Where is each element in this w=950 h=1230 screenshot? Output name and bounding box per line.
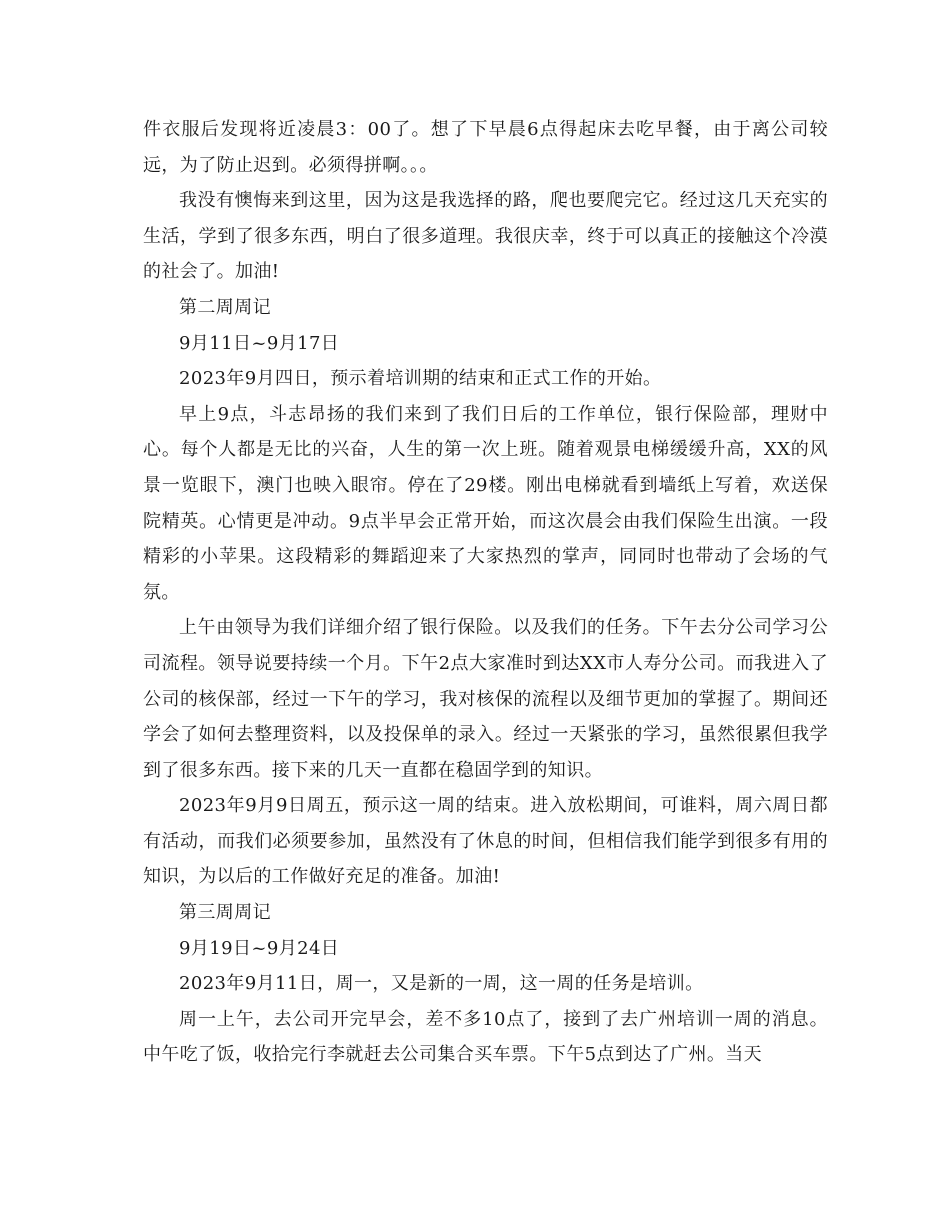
paragraph-week-end: 2023年9月9日周五，预示这一周的结束。进入放松期间，可谁料，周六周日都有活动，而我们必须要参加，虽然没有了休息的时间，但相信我们能学到很多有用的知识，为以后的工作做好充足的准备。加油! [143, 795, 828, 888]
paragraph-afternoon-study: 上午由领导为我们详细介绍了银行保险。以及我们的任务。下午去分公司学习公司流程。领导说要持续一个月。下午2点大家准时到达XX市人寿分公司。而我进入了公司的核保部，经过一下午的学习，我对核保的流程以及细节更加的掌握了。期间还学会了如何去整理资料，以及投保单的录入。经过一天紧张的学习，虽然很累但我学到了很多东西。接下来的几天一直都在稳固学到的知识。 [143, 617, 828, 781]
paragraph-new-week: 2023年9月11日，周一，又是新的一周，这一周的任务是培训。 [179, 973, 704, 995]
paragraph-continued: 件衣服后发现将近凌晨3：00了。想了下早晨6点得起床去吃早餐，由于离公司较远，为了防止迟到。必须得拼啊。。。 [143, 119, 828, 176]
paragraph-training-end: 2023年9月四日，预示着培训期的结束和正式工作的开始。 [179, 368, 662, 390]
document-page [143, 112, 828, 1073]
week-three-heading: 第三周周记 [179, 902, 271, 924]
paragraph-no-regret: 我没有懊悔来到这里，因为这是我选择的路，爬也要爬完它。经过这几天充实的生活，学到了很多东西，明白了很多道理。我很庆幸，终于可以真正的接触这个冷漠的社会了。加油! [143, 190, 828, 283]
week-two-heading: 第二周周记 [179, 296, 271, 318]
paragraph-first-day-work: 早上9点，斗志昂扬的我们来到了我们日后的工作单位，银行保险部，理财中心。每个人都是无比的兴奋，人生的第一次上班。随着观景电梯缓缓升高，XX的风景一览眼下，澳门也映入眼帘。停在了29楼。刚出电梯就看到墙纸上写着，欢送保院精英。心情更是冲动。9点半早会正常开始，而这次晨会由我们保险生出演。一段精彩的小苹果。这段精彩的舞蹈迎来了大家热烈的掌声，同同时也带动了会场的气氛。 [143, 403, 828, 603]
week-two-date-range: 9月11日~9月17日 [179, 332, 340, 354]
paragraph-guangzhou-training: 周一上午，去公司开完早会，差不多10点了，接到了去广州培训一周的消息。中午吃了饭，收拾完行李就赶去公司集合买车票。下午5点到达了广州。当天 [143, 1008, 828, 1066]
week-three-date-range: 9月19日~9月24日 [179, 937, 340, 959]
